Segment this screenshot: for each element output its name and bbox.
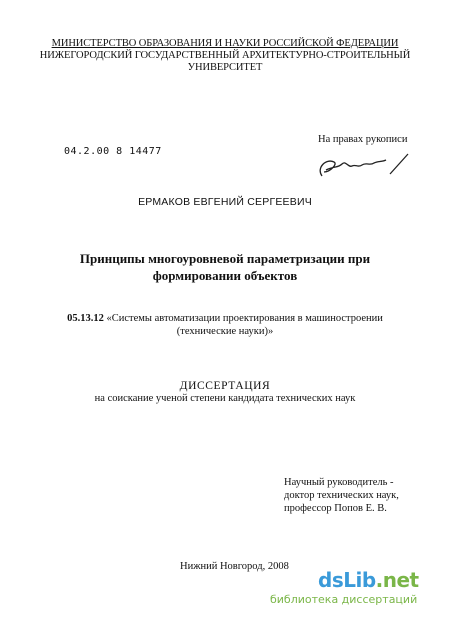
supervisor-role: Научный руководитель - — [284, 477, 394, 488]
supervisor-name: профессор Попов Е. В. — [284, 503, 387, 514]
ministry-header — [0, 38, 450, 74]
specialty-name-line2: (технические науки)» — [176, 326, 274, 337]
dissertation-type: ДИССЕРТАЦИЯ — [179, 380, 271, 392]
title-line1: Принципы многоуровневой параметризации при — [79, 251, 371, 266]
city-year: Нижний Новгород, 2008 — [180, 561, 289, 572]
ministry-name: МИНИСТЕРСТВО ОБРАЗОВАНИЯ И НАУКИ РОССИЙСКОЙ ФЕДЕРАЦИИ — [51, 38, 399, 49]
manuscript-note: На правах рукописи — [318, 134, 408, 145]
author-name: ЕРМАКОВ ЕВГЕНИЙ СЕРГЕЕВИЧ — [138, 196, 312, 208]
university-name-line2: УНИВЕРСИТЕТ — [187, 62, 263, 73]
watermark-subtitle: библиотека диссертаций — [270, 593, 418, 606]
university-name-line1: НИЖЕГОРОДСКИЙ ГОСУДАРСТВЕННЫЙ АРХИТЕКТУРНО-СТРОИТЕЛЬНЫЙ — [39, 50, 411, 61]
degree-description: на соискание ученой степени кандидата технических наук — [94, 393, 356, 404]
specialty — [0, 312, 450, 338]
registration-stamp: 04.2.00 8 14477 — [64, 146, 162, 157]
title-line2: формировании объектов — [152, 268, 298, 283]
logo-part-b: .net — [375, 568, 419, 592]
dslib-logo — [318, 568, 419, 592]
logo-part-a: dsLib — [318, 568, 376, 592]
supervisor-block — [284, 476, 399, 515]
author-signature — [312, 150, 412, 186]
specialty-name-line1: «Системы автоматизации проектирования в машиностроении — [106, 313, 383, 324]
specialty-line1 — [0, 312, 450, 325]
specialty-code: 05.13.12 — [67, 313, 104, 324]
supervisor-degree: доктор технических наук, — [284, 490, 399, 501]
dissertation-title — [0, 250, 450, 284]
